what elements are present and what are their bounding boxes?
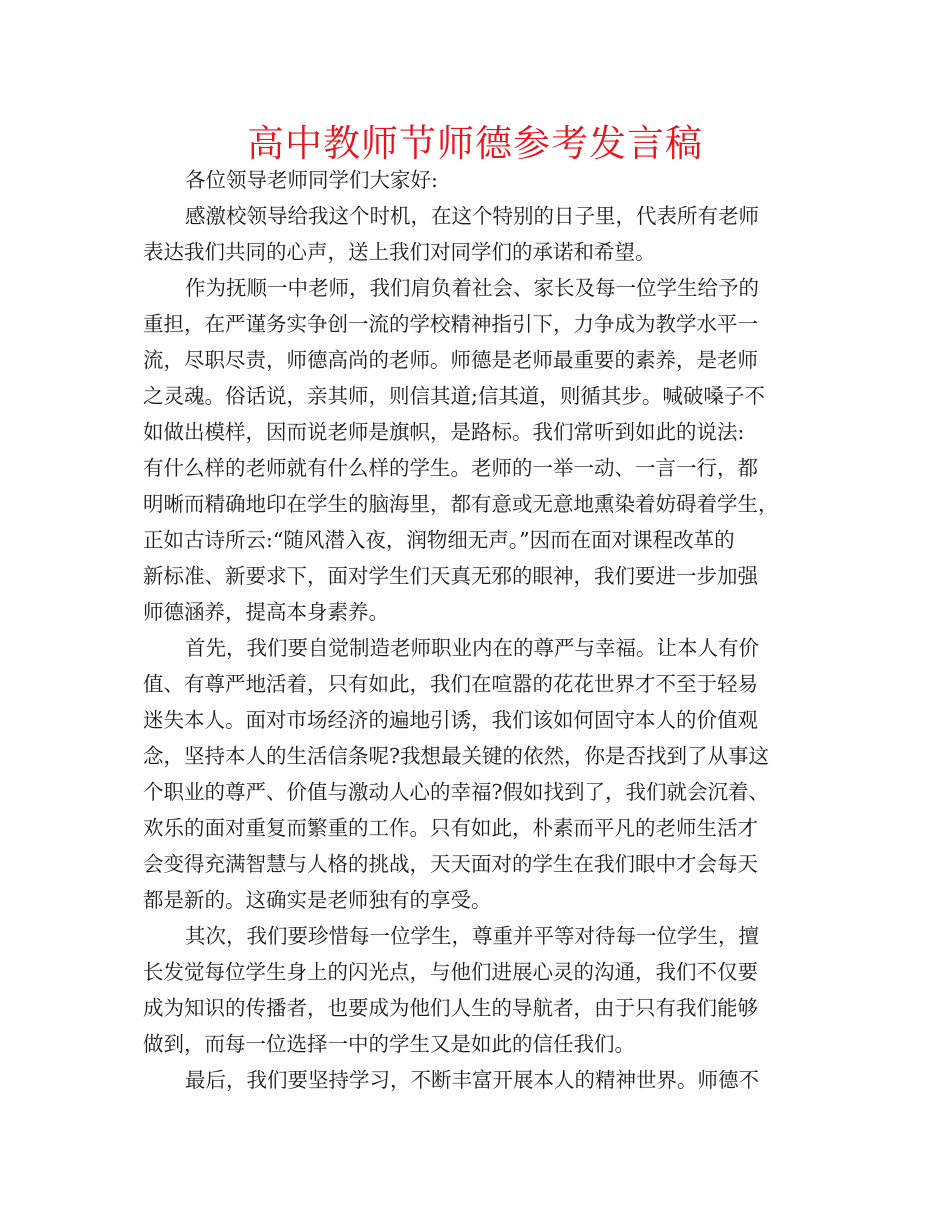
paragraph-line: 个职业的尊严、价值与激动人心的幸福?假如找到了，我们就会沉着、 xyxy=(143,780,769,804)
paragraph-line: 各位领导老师同学们大家好: xyxy=(185,168,438,192)
paragraph-line: 成为知识的传播者，也要成为他们人生的导航者，由于只有我们能够 xyxy=(143,996,758,1020)
paragraph-line: 师德涵养，提高本身素养。 xyxy=(143,600,389,624)
paragraph-line: 新标准、新要求下，面对学生们天真无邪的眼神，我们要进一步加强 xyxy=(143,564,758,588)
paragraph-line: 重担，在严谨务实争创一流的学校精神指引下，力争成为教学水平一 xyxy=(143,312,758,336)
paragraph-line: 念，坚持本人的生活信条呢?我想最关键的依然，你是否找到了从事这 xyxy=(143,744,769,768)
paragraph-line: 最后，我们要坚持学习，不断丰富开展本人的精神世界。师德不 xyxy=(185,1068,759,1092)
paragraph-line: 作为抚顺一中老师，我们肩负着社会、家长及每一位学生给予的 xyxy=(185,276,759,300)
paragraph-line: 长发觉每位学生身上的闪光点，与他们进展心灵的沟通，我们不仅要 xyxy=(143,960,758,984)
responsibility-paragraph xyxy=(143,270,815,630)
paragraph-line: 欢乐的面对重复而繁重的工作。只有如此，朴素而平凡的老师生活才 xyxy=(143,816,758,840)
third-point-paragraph xyxy=(143,1062,815,1098)
paragraph-line: 如做出模样，因而说老师是旗帜，是路标。我们常听到如此的说法: xyxy=(143,420,745,444)
paragraph-line: 迷失本人。面对市场经济的遍地引诱，我们该如何固守本人的价值观 xyxy=(143,708,758,732)
second-point-paragraph xyxy=(143,918,815,1062)
paragraph-line: 感激校领导给我这个时机，在这个特别的日子里，代表所有老师 xyxy=(185,204,759,228)
paragraph-line: 首先，我们要自觉制造老师职业内在的尊严与幸福。让本人有价 xyxy=(185,636,759,660)
first-point-paragraph xyxy=(143,630,815,918)
paragraph-line: 正如古诗所云:“随风潜入夜，润物细无声。”因而在面对课程改革的 xyxy=(143,528,735,552)
thanks-paragraph xyxy=(143,198,815,270)
paragraph-line: 会变得充满智慧与人格的挑战，天天面对的学生在我们眼中才会每天 xyxy=(143,852,758,876)
document-title: 高中教师节师德参考发言稿 xyxy=(247,122,703,165)
paragraph-line: 流，尽职尽责，师德高尚的老师。师德是老师最重要的素养，是老师 xyxy=(143,348,758,372)
paragraph-line: 表达我们共同的心声，送上我们对同学们的承诺和希望。 xyxy=(143,240,656,264)
paragraph-line: 有什么样的老师就有什么样的学生。老师的一举一动、一言一行，都 xyxy=(143,456,758,480)
paragraph-line: 明晰而精确地印在学生的脑海里，都有意或无意地熏染着妨碍着学生， xyxy=(143,492,779,516)
document-body xyxy=(143,162,815,1098)
paragraph-line: 其次，我们要珍惜每一位学生，尊重并平等对待每一位学生，擅 xyxy=(185,924,759,948)
paragraph-line: 做到，而每一位选择一中的学生又是如此的信任我们。 xyxy=(143,1032,635,1056)
greeting-paragraph xyxy=(143,162,815,198)
paragraph-line: 都是新的。这确实是老师独有的享受。 xyxy=(143,888,492,912)
paragraph-line: 值、有尊严地活着，只有如此，我们在喧嚣的花花世界才不至于轻易 xyxy=(143,672,758,696)
paragraph-line: 之灵魂。俗话说，亲其师，则信其道;信其道，则循其步。喊破嗓子不 xyxy=(143,384,765,408)
